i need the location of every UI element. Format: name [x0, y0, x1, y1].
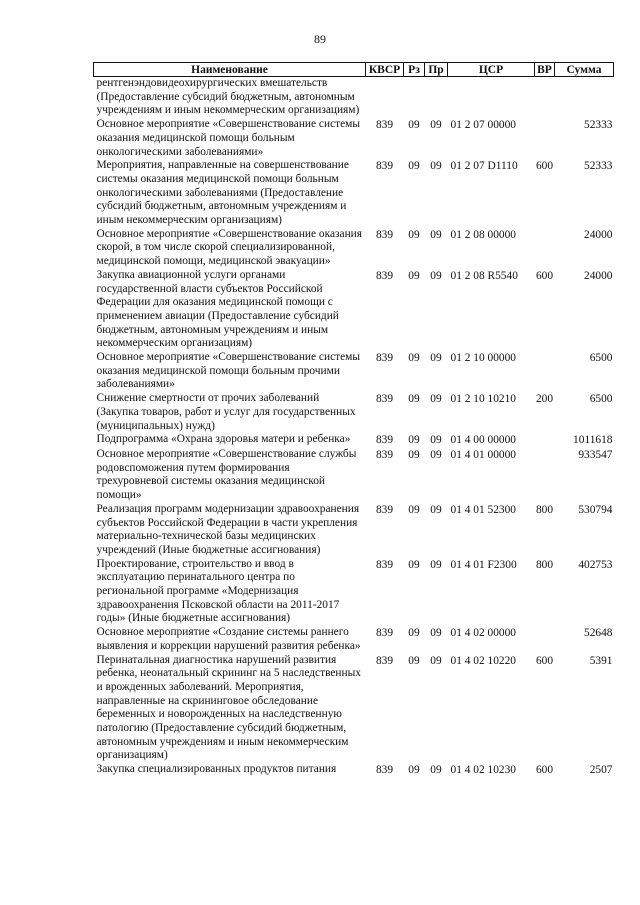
cell-rz: 09 — [408, 228, 420, 241]
cell-csr: 01 2 08 R5540 — [450, 269, 518, 282]
cell-rz: 09 — [408, 448, 420, 461]
cell-sum: 24000 — [584, 269, 613, 282]
cell-vr: 200 — [535, 393, 554, 406]
cell-sum: 5391 — [589, 654, 613, 667]
cell-csr: 01 4 02 10220 — [450, 654, 516, 667]
cell-name: Основное мероприятие «Совершенствование системы оказания медицинской помощи больным прочими заболеваниями» — [96, 351, 361, 391]
header-vr: ВР — [535, 63, 555, 77]
cell-rz: 09 — [408, 119, 420, 132]
cell-vr — [535, 77, 555, 119]
cell-kvsr: 839 — [375, 160, 394, 173]
cell-pr: 09 — [430, 228, 442, 241]
cell-kvsr: 839 — [375, 627, 394, 640]
header-name: Наименование — [94, 63, 366, 77]
cell-sum: 52333 — [584, 119, 613, 132]
cell-csr: 01 4 01 F2300 — [450, 558, 517, 571]
cell-pr: 09 — [430, 119, 442, 132]
cell-csr — [448, 77, 535, 119]
table-row — [94, 654, 614, 764]
cell-name: Проектирование, строительство и ввод в эксплуатацию перинатального центра по региональной программе «Модернизация здравоохранения Псковской области на 2011-2017 годы» (Иные бюджетные ассигнования) — [96, 557, 340, 625]
cell-kvsr: 839 — [375, 269, 394, 282]
header-sum: Сумма — [555, 63, 614, 77]
cell-name: Мероприятия, направленные на совершенствование системы оказания медицинской помощи больным онкологическими заболеваниями (Предоставление субсидий бюджетным, автономным учреждениям и иным некоммерческим организациям) — [96, 159, 349, 227]
table-row — [94, 159, 614, 228]
cell-pr: 09 — [430, 627, 442, 640]
cell-pr: 09 — [430, 448, 442, 461]
cell-sum: 2507 — [589, 764, 613, 777]
cell-name: рентгенэндовидеохирургических вмешательств (Предоставление субсидий бюджетным, автономным учреждениям и иным некоммерческим организациям) — [96, 77, 360, 117]
cell-kvsr: 839 — [375, 558, 394, 571]
cell-sum: 6500 — [589, 393, 613, 406]
cell-name: Основное мероприятие «Совершенствование службы родовспоможения путем формирования трехуровневой системы оказания медицинской помощи» — [96, 447, 357, 502]
cell-kvsr: 839 — [375, 764, 394, 777]
cell-pr: 09 — [430, 160, 442, 173]
table-row — [94, 558, 614, 627]
cell-pr: 09 — [430, 269, 442, 282]
cell-kvsr: 839 — [375, 503, 394, 516]
cell-csr: 01 2 07 D1110 — [450, 160, 518, 173]
cell-pr: 09 — [430, 654, 442, 667]
cell-name: Подпрограмма «Охрана здоровья матери и ребенка» — [96, 433, 351, 446]
cell-kvsr: 839 — [375, 393, 394, 406]
cell-vr: 800 — [535, 558, 554, 571]
cell-vr — [535, 118, 555, 159]
cell-vr: 600 — [535, 764, 554, 777]
cell-vr: 600 — [535, 160, 554, 173]
table-header-row — [94, 63, 614, 77]
table-row — [94, 433, 614, 448]
cell-csr: 01 2 10 00000 — [450, 352, 516, 365]
cell-kvsr: 839 — [375, 352, 394, 365]
cell-vr — [535, 448, 555, 503]
cell-name: Основное мероприятие «Совершенствование оказания скорой, в том числе скорой специализированной, медицинской помощи, медицинской эвакуации» — [96, 227, 363, 268]
cell-csr: 01 4 02 10230 — [450, 764, 516, 777]
table-row — [94, 351, 614, 392]
cell-sum: 52333 — [584, 160, 613, 173]
cell-pr: 09 — [430, 434, 442, 447]
cell-rz: 09 — [408, 393, 420, 406]
cell-csr: 01 4 00 00000 — [450, 434, 516, 447]
cell-name: Основное мероприятие «Совершенствование системы оказания медицинской помощи больным онкологическими заболеваниями» — [96, 118, 361, 158]
cell-csr: 01 2 07 00000 — [450, 119, 516, 132]
cell-sum: 402753 — [578, 558, 613, 571]
cell-rz: 09 — [408, 654, 420, 667]
table-body — [94, 77, 614, 778]
cell-rz: 09 — [408, 269, 420, 282]
cell-pr: 09 — [430, 764, 442, 777]
table-row — [94, 269, 614, 351]
cell-pr — [425, 77, 448, 119]
cell-kvsr: 839 — [375, 119, 394, 132]
header-pr: Пр — [425, 63, 448, 77]
cell-sum: 933547 — [578, 448, 613, 461]
cell-vr: 600 — [535, 269, 554, 282]
cell-rz: 09 — [408, 352, 420, 365]
cell-name: Закупка авиационной услуги органами государственной власти субъектов Российской Федерации для оказания медицинской помощи с применением авиации (Предоставление субсидий бюджетным, автономным учреждениям и иным некоммерческим организациям) — [96, 268, 339, 350]
cell-kvsr: 839 — [375, 228, 394, 241]
cell-vr — [535, 433, 555, 448]
cell-pr: 09 — [430, 352, 442, 365]
cell-csr: 01 4 01 52300 — [450, 503, 516, 516]
cell-vr: 600 — [535, 654, 554, 667]
cell-rz: 09 — [408, 503, 420, 516]
table-row — [94, 228, 614, 269]
table-row — [94, 763, 614, 778]
cell-pr: 09 — [430, 393, 442, 406]
cell-kvsr — [366, 77, 404, 119]
cell-pr: 09 — [430, 503, 442, 516]
cell-rz: 09 — [408, 434, 420, 447]
cell-name: Реализация программ модернизации здравоохранения субъектов Российской Федерации в части укрепления материально-технической базы медицинских учреждений (Иные бюджетные ассигнования) — [96, 502, 360, 556]
cell-sum: 530794 — [578, 503, 613, 516]
cell-rz: 09 — [408, 558, 420, 571]
cell-csr: 01 4 01 00000 — [450, 448, 516, 461]
table-row — [94, 392, 614, 433]
cell-csr: 01 2 08 00000 — [450, 228, 516, 241]
cell-sum: 24000 — [584, 228, 613, 241]
cell-sum: 6500 — [589, 352, 613, 365]
cell-csr: 01 2 10 10210 — [450, 393, 516, 406]
header-rz: Рз — [404, 63, 425, 77]
cell-rz: 09 — [408, 764, 420, 777]
table-row — [94, 448, 614, 503]
cell-vr — [535, 626, 555, 653]
cell-pr: 09 — [430, 558, 442, 571]
budget-table — [93, 62, 614, 778]
cell-name: Перинатальная диагностика нарушений развития ребенка, неонатальный скрининг на 5 наследственных и врожденных заболеваний. Мероприятия, направленные на скрининговое обследование беременных и новорожденных на наследственную патологию (Предоставление субсидий бюджетным, автономным учреждениям и иным некоммерческим организациям) — [96, 653, 361, 762]
cell-vr — [535, 351, 555, 392]
cell-csr: 01 4 02 00000 — [450, 627, 516, 640]
table-row — [94, 626, 614, 653]
header-kvsr: КВСР — [366, 63, 404, 77]
table-row — [94, 77, 614, 119]
header-csr: ЦСР — [448, 63, 535, 77]
cell-rz: 09 — [408, 160, 420, 173]
cell-sum — [555, 77, 614, 119]
cell-vr: 800 — [535, 503, 554, 516]
cell-sum: 52648 — [584, 627, 613, 640]
cell-kvsr: 839 — [375, 448, 394, 461]
cell-name: Снижение смертности от прочих заболеваний (Закупка товаров, работ и услуг для государственных (муниципальных) нужд) — [96, 392, 356, 432]
cell-name: Основное мероприятие «Создание системы раннего выявления и коррекции нарушений развития ребенка» — [96, 626, 361, 652]
table-row — [94, 503, 614, 558]
cell-sum: 1011618 — [573, 434, 613, 447]
cell-rz: 09 — [408, 627, 420, 640]
table-row — [94, 118, 614, 159]
cell-kvsr: 839 — [375, 654, 394, 667]
page-number: 89 — [314, 32, 326, 46]
cell-rz — [404, 77, 425, 119]
cell-kvsr: 839 — [375, 434, 394, 447]
cell-vr — [535, 228, 555, 269]
cell-name: Закупка специализированных продуктов питания — [96, 763, 337, 776]
